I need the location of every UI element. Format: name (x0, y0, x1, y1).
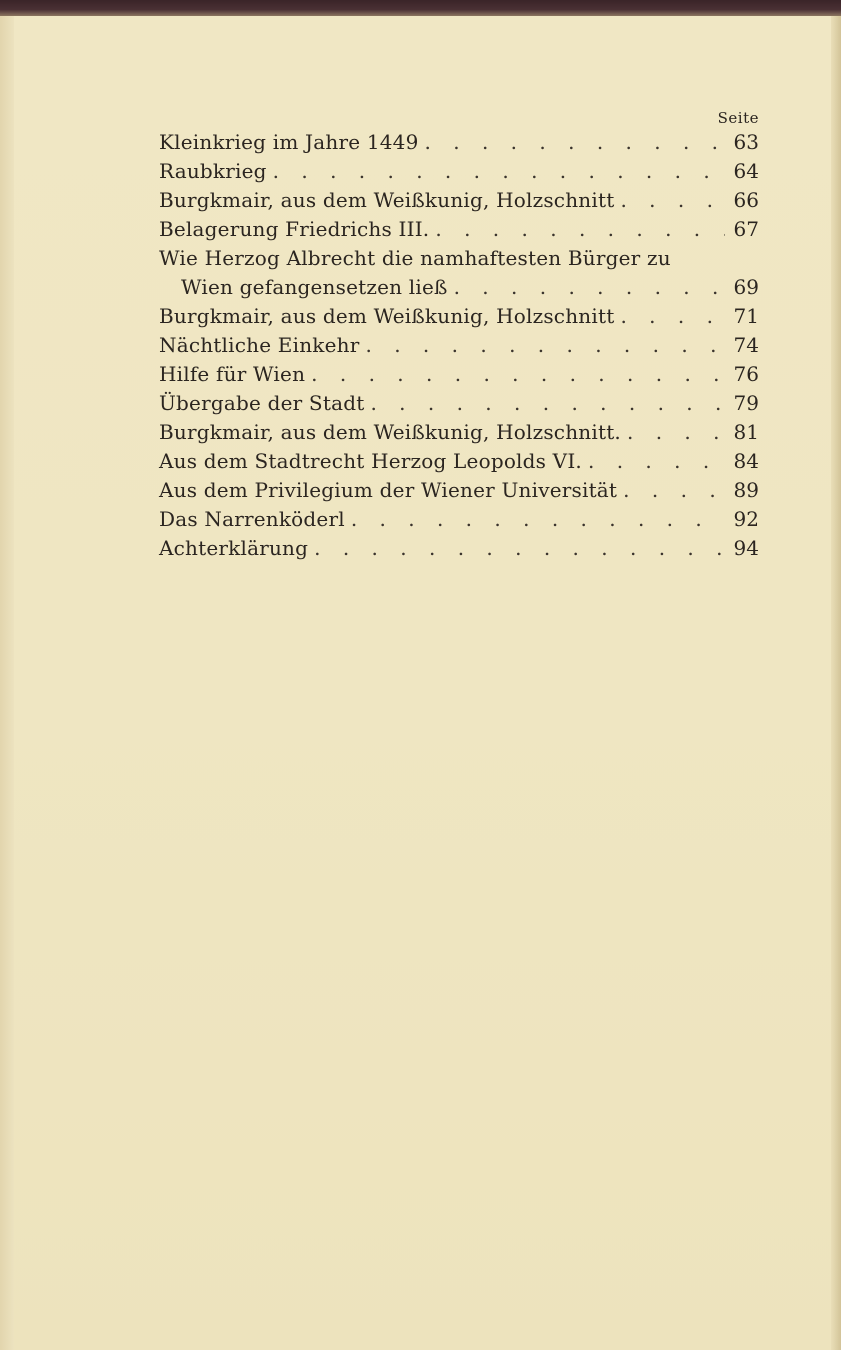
leader-dots (351, 505, 725, 534)
toc-entry (159, 534, 759, 563)
toc-entry-title-line1: Wie Herzog Albrecht die namhaftesten Bürger zu (159, 246, 671, 270)
toc-entry-page: 71 (733, 304, 759, 328)
toc-entry-page: 92 (733, 507, 759, 531)
toc-entry (159, 331, 759, 360)
toc-entry-page: 64 (733, 159, 759, 183)
toc-entry (159, 447, 759, 476)
leader-dots (435, 215, 725, 244)
toc-entry-title: Hilfe für Wien (159, 362, 306, 386)
toc-entry-page: 81 (733, 420, 759, 444)
leader-dots (273, 157, 725, 186)
toc-entry-page: 94 (733, 536, 759, 560)
leader-dots (588, 447, 725, 476)
toc-entry-title: Aus dem Stadtrecht Herzog Leopolds VI. (159, 449, 582, 473)
toc-entry-title: Übergabe der Stadt (159, 391, 365, 415)
toc-entry-page: 76 (733, 362, 759, 386)
toc-entry-title: Nächtliche Einkehr (159, 333, 360, 357)
toc-entry (159, 389, 759, 418)
toc-entry-page: 63 (733, 130, 759, 154)
toc-entry-title: Burgkmair, aus dem Weißkunig, Holzschnitt (159, 188, 615, 212)
leader-dots (425, 128, 725, 157)
page-right-edge (831, 16, 841, 1350)
toc-entry-title: Aus dem Privilegium der Wiener Universität (159, 478, 618, 502)
leader-dots (314, 534, 725, 563)
page-left-edge (0, 16, 14, 1350)
toc-entry-page: 66 (733, 188, 759, 212)
toc-entry-title: Raubkrieg (159, 159, 267, 183)
table-of-contents (159, 108, 759, 563)
toc-entry (159, 186, 759, 215)
toc-entry (159, 302, 759, 331)
leader-dots (366, 331, 726, 360)
toc-entry (159, 128, 759, 157)
toc-entry-title: Burgkmair, aus dem Weißkunig, Holzschnitt. (159, 420, 621, 444)
toc-entry-page: 69 (733, 275, 759, 299)
leader-dots (627, 418, 725, 447)
leader-dots (311, 360, 725, 389)
leader-dots (620, 186, 725, 215)
toc-entry-page: 67 (733, 217, 759, 241)
toc-entry-title: Burgkmair, aus dem Weißkunig, Holzschnitt (159, 304, 615, 328)
toc-entry (159, 505, 759, 534)
leader-dots (370, 389, 725, 418)
toc-entry (159, 215, 759, 244)
toc-entry-page: 84 (733, 449, 759, 473)
toc-entry-title-line2: Wien gefangensetzen ließ (181, 275, 448, 299)
toc-entry-title: Das Narrenköderl (159, 507, 345, 531)
toc-entry (159, 476, 759, 505)
toc-entry (159, 157, 759, 186)
leader-dots (620, 302, 725, 331)
toc-entry-title: Belagerung Friedrichs III. (159, 217, 430, 241)
page-top-edge (0, 0, 841, 16)
leader-dots (454, 273, 725, 302)
toc-entry-page: 74 (733, 333, 759, 357)
toc-entry (159, 418, 759, 447)
leader-dots (623, 476, 725, 505)
page-column-heading: Seite (717, 109, 759, 127)
toc-entry-title: Achterklärung (159, 536, 309, 560)
toc-entry (159, 360, 759, 389)
toc-entry-page: 79 (733, 391, 759, 415)
toc-entry (159, 273, 759, 302)
toc-entry-title: Kleinkrieg im Jahre 1449 (159, 130, 419, 154)
toc-entry-page: 89 (733, 478, 759, 502)
